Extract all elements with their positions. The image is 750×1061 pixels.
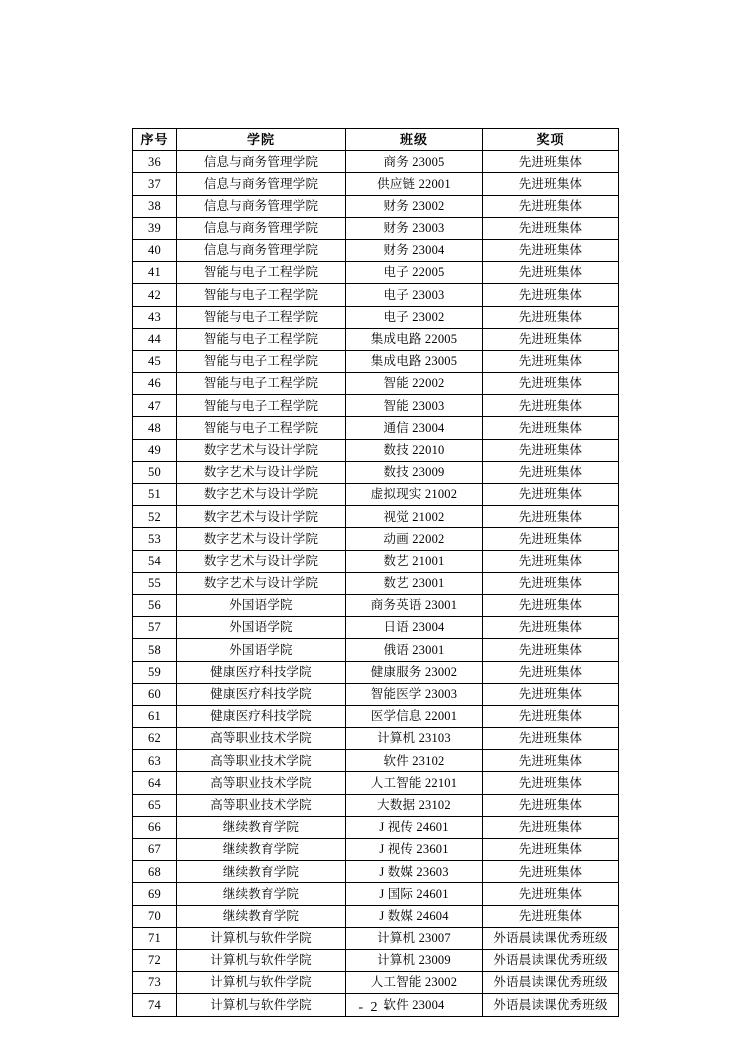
cell-class: 财务 23004 [346,239,483,261]
cell-class: J 视传 24601 [346,816,483,838]
cell-college: 计算机与软件学院 [177,972,346,994]
cell-college: 继续教育学院 [177,816,346,838]
cell-award: 先进班集体 [483,328,619,350]
cell-college: 信息与商务管理学院 [177,239,346,261]
table-row [133,972,619,994]
table-row [133,639,619,661]
cell-college: 高等职业技术学院 [177,794,346,816]
table-row [133,683,619,705]
cell-award: 先进班集体 [483,905,619,927]
cell-no: 45 [133,350,177,372]
cell-award: 先进班集体 [483,262,619,284]
cell-no: 47 [133,395,177,417]
cell-award: 先进班集体 [483,350,619,372]
cell-award: 先进班集体 [483,861,619,883]
column-header-award: 奖项 [483,129,619,151]
table-body [133,151,619,1016]
column-header-college: 学院 [177,129,346,151]
cell-no: 56 [133,594,177,616]
cell-award: 先进班集体 [483,883,619,905]
cell-no: 60 [133,683,177,705]
cell-class: 数技 22010 [346,439,483,461]
cell-award: 先进班集体 [483,151,619,173]
cell-class: 智能 23003 [346,395,483,417]
cell-class: 视觉 21002 [346,506,483,528]
cell-class: 智能医学 23003 [346,683,483,705]
cell-no: 63 [133,750,177,772]
table-header-row [133,129,619,151]
cell-college: 智能与电子工程学院 [177,350,346,372]
table-row [133,705,619,727]
cell-class: J 视传 23601 [346,839,483,861]
cell-college: 数字艺术与设计学院 [177,528,346,550]
cell-no: 70 [133,905,177,927]
cell-no: 68 [133,861,177,883]
cell-no: 62 [133,728,177,750]
cell-college: 信息与商务管理学院 [177,173,346,195]
cell-college: 智能与电子工程学院 [177,417,346,439]
cell-class: 电子 23003 [346,284,483,306]
cell-college: 高等职业技术学院 [177,728,346,750]
cell-award: 先进班集体 [483,550,619,572]
cell-class: 软件 23102 [346,750,483,772]
cell-award: 先进班集体 [483,373,619,395]
table-row [133,949,619,971]
table-row [133,772,619,794]
cell-class: 日语 23004 [346,617,483,639]
cell-class: 动画 22002 [346,528,483,550]
cell-class: 智能 22002 [346,373,483,395]
column-header-no: 序号 [133,129,177,151]
cell-no: 54 [133,550,177,572]
table-row [133,328,619,350]
cell-college: 智能与电子工程学院 [177,373,346,395]
cell-college: 数字艺术与设计学院 [177,572,346,594]
cell-class: 计算机 23007 [346,927,483,949]
cell-award: 外语晨读课优秀班级 [483,972,619,994]
table-row [133,794,619,816]
table-row [133,661,619,683]
cell-no: 59 [133,661,177,683]
cell-class: 数艺 23001 [346,572,483,594]
cell-class: 财务 23003 [346,217,483,239]
page-number: - 2 - [358,1000,392,1015]
table-row [133,484,619,506]
table-row [133,373,619,395]
table-row [133,861,619,883]
cell-award: 先进班集体 [483,484,619,506]
cell-award: 先进班集体 [483,572,619,594]
table-row [133,506,619,528]
table-row [133,217,619,239]
cell-college: 数字艺术与设计学院 [177,484,346,506]
cell-college: 信息与商务管理学院 [177,195,346,217]
cell-college: 数字艺术与设计学院 [177,506,346,528]
table-row [133,550,619,572]
cell-college: 计算机与软件学院 [177,927,346,949]
cell-class: 计算机 23103 [346,728,483,750]
table-row [133,905,619,927]
table-row [133,439,619,461]
table-row [133,839,619,861]
cell-college: 健康医疗科技学院 [177,683,346,705]
cell-award: 先进班集体 [483,284,619,306]
cell-class: 人工智能 22101 [346,772,483,794]
cell-class: J 数媒 23603 [346,861,483,883]
cell-no: 66 [133,816,177,838]
table-row [133,750,619,772]
cell-college: 数字艺术与设计学院 [177,550,346,572]
cell-class: 商务 23005 [346,151,483,173]
cell-college: 继续教育学院 [177,839,346,861]
cell-no: 73 [133,972,177,994]
cell-no: 72 [133,949,177,971]
cell-class: 供应链 22001 [346,173,483,195]
cell-class: 大数据 23102 [346,794,483,816]
cell-award: 先进班集体 [483,417,619,439]
cell-college: 信息与商务管理学院 [177,151,346,173]
table-row [133,173,619,195]
cell-college: 智能与电子工程学院 [177,284,346,306]
cell-no: 36 [133,151,177,173]
cell-college: 智能与电子工程学院 [177,395,346,417]
cell-award: 先进班集体 [483,839,619,861]
cell-award: 先进班集体 [483,705,619,727]
cell-no: 64 [133,772,177,794]
cell-award: 先进班集体 [483,195,619,217]
cell-award: 先进班集体 [483,395,619,417]
cell-no: 41 [133,262,177,284]
cell-class: 医学信息 22001 [346,705,483,727]
cell-no: 44 [133,328,177,350]
cell-class: 虚拟现实 21002 [346,484,483,506]
table-row [133,461,619,483]
cell-award: 先进班集体 [483,461,619,483]
table-row [133,572,619,594]
cell-college: 智能与电子工程学院 [177,306,346,328]
cell-class: 通信 23004 [346,417,483,439]
cell-no: 37 [133,173,177,195]
cell-no: 49 [133,439,177,461]
cell-class: 集成电路 22005 [346,328,483,350]
cell-award: 先进班集体 [483,439,619,461]
table-row [133,927,619,949]
cell-class: 俄语 23001 [346,639,483,661]
cell-college: 高等职业技术学院 [177,772,346,794]
cell-no: 67 [133,839,177,861]
cell-college: 外国语学院 [177,617,346,639]
cell-no: 58 [133,639,177,661]
cell-college: 高等职业技术学院 [177,750,346,772]
table-row [133,306,619,328]
table-row [133,262,619,284]
cell-award: 先进班集体 [483,217,619,239]
cell-class: 电子 23002 [346,306,483,328]
cell-no: 52 [133,506,177,528]
cell-award: 先进班集体 [483,173,619,195]
cell-class: 财务 23002 [346,195,483,217]
cell-award: 先进班集体 [483,506,619,528]
cell-award: 先进班集体 [483,728,619,750]
cell-college: 计算机与软件学院 [177,949,346,971]
table-row [133,395,619,417]
cell-no: 74 [133,994,177,1016]
cell-class: 人工智能 23002 [346,972,483,994]
cell-no: 48 [133,417,177,439]
cell-award: 先进班集体 [483,772,619,794]
cell-class: 商务英语 23001 [346,594,483,616]
cell-college: 继续教育学院 [177,883,346,905]
cell-no: 55 [133,572,177,594]
cell-award: 外语晨读课优秀班级 [483,949,619,971]
cell-no: 43 [133,306,177,328]
cell-award: 外语晨读课优秀班级 [483,994,619,1016]
cell-class: 软件 23004 [346,994,483,1016]
table-row [133,151,619,173]
cell-class: 计算机 23009 [346,949,483,971]
cell-college: 计算机与软件学院 [177,994,346,1016]
cell-award: 外语晨读课优秀班级 [483,927,619,949]
cell-no: 51 [133,484,177,506]
cell-college: 智能与电子工程学院 [177,328,346,350]
cell-class: 数艺 21001 [346,550,483,572]
cell-college: 继续教育学院 [177,861,346,883]
table-row [133,239,619,261]
table-row [133,594,619,616]
cell-college: 外国语学院 [177,594,346,616]
cell-class: 电子 22005 [346,262,483,284]
column-header-class: 班级 [346,129,483,151]
cell-class: 数技 23009 [346,461,483,483]
cell-college: 外国语学院 [177,639,346,661]
cell-class: 健康服务 23002 [346,661,483,683]
cell-award: 先进班集体 [483,816,619,838]
cell-college: 数字艺术与设计学院 [177,439,346,461]
cell-college: 数字艺术与设计学院 [177,461,346,483]
cell-no: 50 [133,461,177,483]
cell-award: 先进班集体 [483,617,619,639]
table-row [133,617,619,639]
award-table [132,128,619,1017]
table-row [133,816,619,838]
table-header [133,129,619,151]
cell-no: 53 [133,528,177,550]
cell-no: 61 [133,705,177,727]
cell-award: 先进班集体 [483,661,619,683]
table-row [133,284,619,306]
cell-no: 40 [133,239,177,261]
cell-college: 继续教育学院 [177,905,346,927]
cell-award: 先进班集体 [483,683,619,705]
cell-award: 先进班集体 [483,239,619,261]
cell-award: 先进班集体 [483,750,619,772]
cell-class: J 国际 24601 [346,883,483,905]
cell-college: 智能与电子工程学院 [177,262,346,284]
cell-no: 46 [133,373,177,395]
cell-award: 先进班集体 [483,528,619,550]
cell-no: 57 [133,617,177,639]
table-row [133,417,619,439]
cell-class: 集成电路 23005 [346,350,483,372]
cell-award: 先进班集体 [483,594,619,616]
table-row [133,728,619,750]
cell-award: 先进班集体 [483,639,619,661]
table-row [133,883,619,905]
cell-no: 42 [133,284,177,306]
cell-class: J 数媒 24604 [346,905,483,927]
table-row [133,195,619,217]
cell-college: 信息与商务管理学院 [177,217,346,239]
cell-no: 71 [133,927,177,949]
cell-college: 健康医疗科技学院 [177,705,346,727]
cell-award: 先进班集体 [483,794,619,816]
table-row [133,528,619,550]
cell-no: 65 [133,794,177,816]
cell-college: 健康医疗科技学院 [177,661,346,683]
cell-no: 69 [133,883,177,905]
cell-no: 38 [133,195,177,217]
cell-award: 先进班集体 [483,306,619,328]
cell-no: 39 [133,217,177,239]
table-row [133,350,619,372]
